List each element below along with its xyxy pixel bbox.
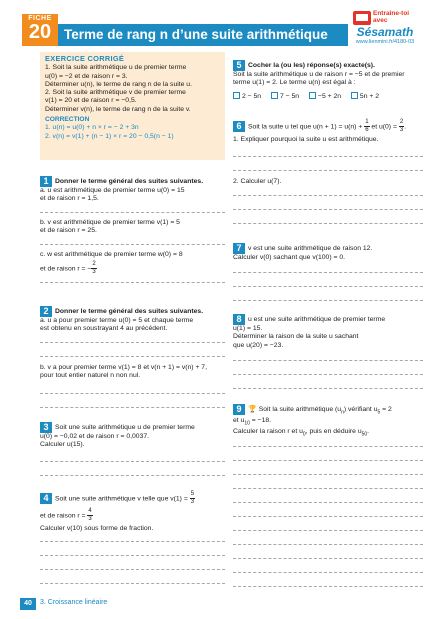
exercise-title: Cocher la (ou les) réponse(s) exacte(s). bbox=[248, 62, 375, 69]
exercise-4 bbox=[40, 491, 230, 533]
answer-line[interactable] bbox=[233, 286, 423, 287]
exercise-text: terme u(1) = 2. Le terme u(n) est égal à : bbox=[233, 79, 356, 87]
exercise-number: 8 bbox=[233, 314, 245, 325]
question-c-cont: et de raison r = − bbox=[40, 265, 92, 273]
exercise-8 bbox=[233, 314, 428, 350]
answer-line[interactable] bbox=[40, 282, 225, 283]
fraction: $\frac{1}{6}$ bbox=[365, 119, 369, 133]
answer-line[interactable] bbox=[233, 488, 423, 489]
exercise-3 bbox=[40, 422, 230, 450]
exercise-1 bbox=[40, 176, 230, 204]
fiche-badge bbox=[22, 14, 58, 46]
answer-line[interactable] bbox=[233, 272, 423, 273]
answer-options bbox=[233, 92, 428, 101]
sesamath-label: Entraîne-toi avec bbox=[373, 10, 410, 24]
fraction: $\frac{2}{3}$ bbox=[92, 261, 96, 276]
exercise-text: Calculer v(0) sachant que v(100) = 0. bbox=[233, 254, 346, 261]
exercise-text: et de raison r = bbox=[40, 512, 86, 520]
corrige-line: 1. Soit la suite arithmétique u de premier terme bbox=[45, 64, 187, 72]
exercise-9: 9 🏆 Soit la suite arithmétique $(u_n)$ vérifiant $u_5 = 2$ et $u_{10} = -18$. Calculer la raison r et $u_0$, puis en déduire $u_{50}$. bbox=[233, 404, 392, 437]
corrige-line: v(1) = 20 et de raison r = −0,5. bbox=[45, 97, 137, 105]
answer-line[interactable] bbox=[40, 569, 225, 570]
exercise-number: 2 bbox=[40, 306, 52, 317]
correction-answer: 2. v(n) = v(1) + (n − 1) × r = 20 − 0,5(n − 1) bbox=[45, 132, 174, 140]
question-c: c. w est arithmétique de premier terme w(0) = 8 bbox=[40, 251, 183, 258]
exercise-text: Soit une suite arithmétique v telle que v(1) = bbox=[55, 495, 188, 503]
answer-line[interactable] bbox=[40, 342, 225, 343]
fraction: $\frac{2}{3}$ bbox=[399, 119, 404, 133]
answer-line[interactable] bbox=[40, 407, 225, 408]
exercise-7 bbox=[233, 243, 428, 262]
page-title: Terme de rang n d’une suite arithmétique bbox=[58, 24, 348, 46]
corrige-line: 2. Soit la suite arithmétique v de premier terme bbox=[45, 89, 186, 97]
exercise-number: 5 bbox=[233, 60, 245, 71]
answer-line[interactable] bbox=[233, 209, 423, 210]
exercise-6: 6 Soit la suite u tel que u(n + 1) = u(n) + $\frac{1}{6}$ et u(0) = $\frac{2}{3}$ . 1. Expliquer pourquoi la suite u est arithmétique. bbox=[233, 119, 428, 144]
question-a-cont: est obtenu en soustrayant 4 au précédent. bbox=[40, 325, 168, 333]
sesamath-url[interactable]: www.lienmini.fr/4180-03 bbox=[355, 39, 415, 45]
answer-line[interactable] bbox=[233, 460, 423, 461]
corrige-line: u(0) = −2 et de raison r = 3. bbox=[45, 72, 128, 80]
answer-line[interactable] bbox=[40, 461, 225, 462]
answer-line[interactable] bbox=[233, 170, 423, 171]
page-header bbox=[0, 0, 435, 46]
answer-line[interactable] bbox=[233, 502, 423, 503]
answer-line[interactable] bbox=[233, 516, 423, 517]
fraction: $\frac{5}{3}$ bbox=[190, 491, 195, 505]
sesamath-logo: Sésamath bbox=[356, 25, 414, 39]
exercise-number: 1 bbox=[40, 176, 52, 187]
exercise-text: Soit la suite u tel que u(n + 1) = u(n) + bbox=[248, 123, 363, 131]
computer-icon bbox=[353, 11, 371, 25]
corrige-line: Déterminer v(n), le terme de rang n de la suite v. bbox=[45, 105, 191, 113]
exercise-text: Soit une suite arithmétique u de premier terme bbox=[55, 424, 195, 431]
answer-line[interactable] bbox=[40, 555, 225, 556]
fiche-number: 20 bbox=[28, 21, 52, 43]
exercise-text: u(0) = −0,02 et de raison r = 0,0037. bbox=[40, 433, 150, 440]
checkbox[interactable] bbox=[271, 92, 278, 99]
exercise-text: Déterminer la raison de la suite u sachant bbox=[233, 333, 359, 341]
question-b-cont: et de raison r = 25. bbox=[40, 227, 97, 235]
exercise-number: 3 bbox=[40, 422, 52, 433]
page-number: 40 bbox=[20, 598, 36, 610]
option-3[interactable]: −5 + 2n bbox=[309, 93, 341, 100]
answer-line[interactable] bbox=[233, 572, 423, 573]
answer-line[interactable] bbox=[233, 558, 423, 559]
exercise-1-b bbox=[40, 219, 230, 236]
exercise-text: u est une suite arithmétique de premier terme bbox=[248, 316, 386, 323]
answer-line[interactable] bbox=[233, 360, 423, 361]
answer-line[interactable] bbox=[40, 583, 225, 584]
exercise-5 bbox=[233, 60, 428, 101]
question-a: a. u est arithmétique de premier terme u(0) = 15 bbox=[40, 187, 185, 194]
exercise-number: 4 bbox=[40, 493, 52, 504]
answer-line[interactable] bbox=[40, 244, 225, 245]
answer-line[interactable] bbox=[233, 544, 423, 545]
answer-line[interactable] bbox=[233, 388, 423, 389]
option-4[interactable]: 5n + 2 bbox=[351, 93, 379, 100]
question-1: 1. Expliquer pourquoi la suite u est arithmétique. bbox=[233, 136, 379, 143]
exercise-text: u(1) = 15. bbox=[233, 325, 263, 332]
question-b: b. v a pour premier terme v(1) = 8 et v(n + 1) = v(n) + 7, bbox=[40, 364, 207, 371]
page-footer bbox=[0, 596, 435, 614]
checkbox[interactable] bbox=[309, 92, 316, 99]
exercise-1-c bbox=[40, 251, 230, 276]
exercise-text: et u(0) = bbox=[371, 123, 397, 131]
answer-line[interactable] bbox=[40, 393, 225, 394]
trophy-icon: 🏆 bbox=[248, 406, 257, 413]
answer-line[interactable] bbox=[40, 212, 225, 213]
answer-line[interactable] bbox=[233, 195, 423, 196]
exercise-2-b bbox=[40, 364, 230, 381]
answer-line[interactable] bbox=[40, 541, 225, 542]
answer-line[interactable] bbox=[233, 474, 423, 475]
corrige-line: Déterminer u(n), le terme de rang n de la suite u. bbox=[45, 80, 192, 88]
correction-title: CORRECTION bbox=[45, 116, 90, 124]
checkbox[interactable] bbox=[233, 92, 240, 99]
correction-answer: 1. u(n) = u(0) + n × r = − 2 + 3n bbox=[45, 124, 139, 132]
corrected-exercise bbox=[40, 52, 225, 160]
exercise-text: v est une suite arithmétique de raison 12. bbox=[248, 245, 373, 252]
question-a: a. u a pour premier terme u(0) = 5 et chaque terme bbox=[40, 317, 194, 324]
answer-line[interactable] bbox=[233, 446, 423, 447]
question-b-cont: pour tout entier naturel n non nul. bbox=[40, 372, 141, 380]
exercise-text: Soit la suite arithmétique u de raison r = −5 et de premier bbox=[233, 71, 405, 78]
checkbox[interactable] bbox=[351, 92, 358, 99]
corrige-title: EXERCICE CORRIGÉ bbox=[45, 54, 125, 63]
exercise-text: Calculer v(10) sous forme de fraction. bbox=[40, 525, 154, 532]
exercise-text: que u(20) = −23. bbox=[233, 341, 284, 349]
question-a-cont: et de raison r = 1,5. bbox=[40, 195, 99, 203]
sesamath-link[interactable] bbox=[350, 8, 420, 46]
answer-line[interactable] bbox=[233, 530, 423, 531]
answer-line[interactable] bbox=[233, 300, 423, 301]
option-2[interactable]: 7 − 5n bbox=[271, 93, 299, 100]
exercise-number: 9 bbox=[233, 404, 245, 415]
answer-line[interactable] bbox=[40, 356, 225, 357]
exercise-title: Donner le terme général des suites suivantes. bbox=[55, 178, 204, 185]
answer-line[interactable] bbox=[40, 475, 225, 476]
answer-line[interactable] bbox=[233, 374, 423, 375]
exercise-number: 6 bbox=[233, 121, 245, 132]
exercise-title: Donner le terme général des suites suivantes. bbox=[55, 308, 204, 315]
fiche-label: FICHE bbox=[28, 15, 52, 22]
answer-line[interactable] bbox=[233, 223, 423, 224]
chapter-title: 3. Croissance linéaire bbox=[40, 599, 108, 606]
exercise-number: 7 bbox=[233, 243, 245, 254]
answer-line[interactable] bbox=[233, 586, 423, 587]
question-2: 2. Calculer u(7). bbox=[233, 178, 282, 185]
fraction: $\frac{4}{3}$ bbox=[88, 508, 92, 522]
option-1[interactable]: 2 − 5n bbox=[233, 93, 261, 100]
answer-line[interactable] bbox=[233, 156, 423, 157]
exercise-2 bbox=[40, 306, 230, 334]
exercise-text: Calculer u(15). bbox=[40, 441, 85, 449]
question-b: b. v est arithmétique de premier terme v(1) = 5 bbox=[40, 219, 180, 226]
